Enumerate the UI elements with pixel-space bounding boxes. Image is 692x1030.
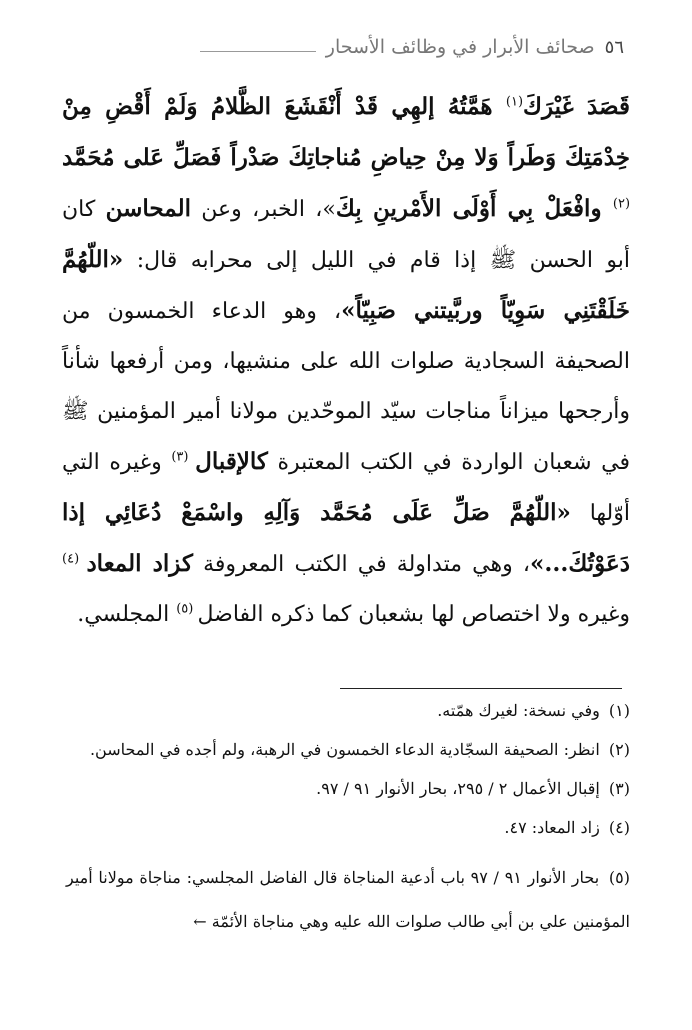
footnote-separator — [340, 688, 622, 689]
footnote — [66, 856, 630, 944]
footnote-text: بحار الأنوار ٩١ / ٩٧ باب أدعية المناجاة قال الفاضل المجلسي: مناجاة مولانا أمير المؤمنين علي بن أبي طالب صلوات الله عليه وهي مناجاة الأئمّة ← — [66, 868, 630, 931]
running-title: صحائف الأبرار في وظائف الأسحار — [325, 36, 595, 58]
footnote-text: إقبال الأعمال ٢ / ٢٩٥، بحار الأنوار ٩١ / ٩٧. — [316, 779, 605, 798]
header-rule — [200, 51, 316, 52]
footnote-number: (٥) — [608, 868, 631, 887]
page-number: ٥٦ — [604, 37, 624, 58]
text-segment: ، وهي متداولة في الكتب المعروفة — [192, 552, 530, 577]
footnote-ref: (٢) — [612, 196, 631, 212]
text-segment: كان أبو الحسن ﷺ إذا قام في الليل إلى محرابه قال: — [62, 197, 630, 273]
text-segment: وغيره التي أوّلها — [62, 450, 630, 526]
footnote-ref: (٥) — [176, 601, 198, 617]
page-header — [200, 30, 624, 58]
footnote-number: (٤) — [608, 818, 630, 837]
bold-text-segment: «اللّهُمَّ صَلِّ عَلَى مُحَمَّد وَآلِهِ واسْمَعْ دُعَائِي إذا دَعَوْتُكَ...» — [62, 499, 630, 577]
footnote-text: زاد المعاد: ٤٧. — [504, 818, 605, 837]
footnote-number: (١) — [608, 701, 630, 720]
footnote-ref: (٣) — [171, 449, 196, 465]
bold-text-segment: كالإقبال — [195, 448, 268, 475]
footnote-text: وفي نسخة: لغيرك همّته. — [437, 701, 605, 720]
footnote — [66, 700, 630, 722]
footnote — [66, 739, 630, 761]
footnote-number: (٢) — [608, 740, 630, 759]
text-segment: المجلسي. — [77, 602, 177, 627]
bold-text-segment: كزاد المعاد — [86, 550, 193, 577]
body-paragraph — [62, 82, 630, 640]
footnote-ref: (١) — [505, 94, 524, 110]
footnote — [66, 817, 630, 839]
text-segment: »، الخبر، وعن — [190, 197, 336, 222]
footnote-ref: (٤) — [62, 551, 87, 567]
bold-text-segment: وافْعَلْ بِي أَوْلَى الأَمْرينِ بِكَ — [335, 195, 613, 222]
bold-text-segment: «اللّهُمَّ خَلَقْتَنِي سَوِيّاً وربَّيتني صَبِيّاً» — [62, 246, 630, 324]
footnotes — [66, 700, 630, 944]
bold-text-segment: هَمَّتُهُ إلهِي قَدْ أَنْقَشَعَ الظَّلامُ وَلَمْ أَقْضِ مِنْ خِدْمَتِكَ وَطَراً وَلا مِنْ حِياضِ مُناجاتِكَ صَدْراً فَصَلِّ عَلى مُحَمَّد — [62, 93, 630, 171]
footnote-text: انظر: الصحيفة السجّادية الدعاء الخمسون في الرهبة، ولم أجده في المحاسن. — [89, 740, 605, 759]
bold-text-segment: المحاسن — [105, 195, 191, 222]
footnote — [66, 778, 630, 800]
text-segment: وغيره ولا اختصاص لها بشعبان كما ذكره الفاضل — [197, 602, 630, 627]
bold-text-segment: قَصَدَ غَيْرَكَ — [523, 93, 630, 120]
footnote-number: (٣) — [608, 779, 630, 798]
main-text — [62, 82, 630, 640]
text-segment: ، وهو الدعاء الخمسون من الصحيفة السجادية صلوات الله على منشيها، ومن أرفعها شأناً وأرجحها ميزاناً مناجات سيّد الموحّدين مولانا أمير المؤمنين ﷺ في شعبان الواردة في الكتب المعتبرة — [62, 299, 630, 475]
